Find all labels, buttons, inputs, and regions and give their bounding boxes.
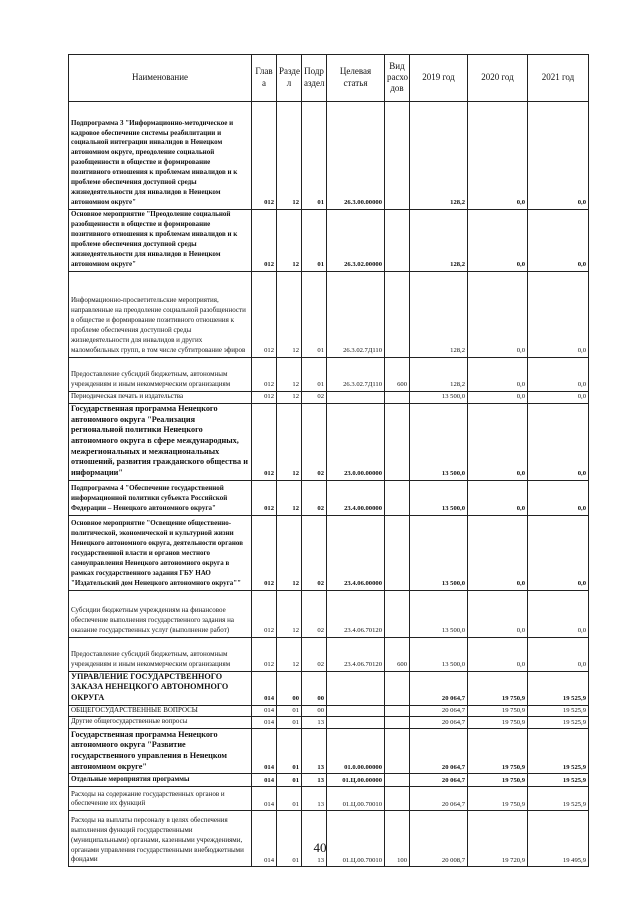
row-2019: 20 064,7 — [410, 705, 468, 717]
table-row — [69, 590, 589, 637]
row-razdel: 12 — [277, 391, 302, 403]
table-row — [69, 717, 589, 729]
row-name: Периодическая печать и издательства — [69, 391, 252, 403]
row-celevaya-statya — [327, 717, 385, 729]
row-2020: 19 750,9 — [468, 787, 528, 811]
row-name: Основное мероприятие "Преодоление социальной разобщенности в обществе и формирование позитивного отношения к проблемам инвалидов и к проблеме обеспечения доступной среды жизнедеятельности для инвалидов в Ненецком автономном округе" — [69, 210, 252, 272]
row-2020: 19 720,9 — [468, 811, 528, 867]
page-number: 40 — [313, 840, 327, 855]
header-2019: 2019 год — [410, 55, 468, 102]
row-2020: 0,0 — [468, 637, 528, 671]
row-razdel: 12 — [277, 480, 302, 515]
table-row — [69, 210, 589, 272]
row-name: Основное мероприятие "Освещение общественно-политической, экономической и культурной жизни Ненецкого автономного округа, деятельности органов государственной власти и органов местного самоуправления Ненецкого автономного округа в рамках государственного задания ГБУ НАО "Издательский дом Ненецкого автономного округа"" — [69, 515, 252, 590]
row-glava: 012 — [252, 515, 277, 590]
row-2021: 19 525,9 — [528, 774, 589, 787]
header-podrazdel: Подр аздел — [302, 55, 327, 102]
row-2021: 19 495,9 — [528, 811, 589, 867]
row-podrazdel: 02 — [302, 403, 327, 480]
row-2019: 20 064,7 — [410, 774, 468, 787]
row-celevaya-statya: 01.Ц.00.70010 — [327, 811, 385, 867]
table-row — [69, 403, 589, 480]
table-row — [69, 391, 589, 403]
row-celevaya-statya: 23.4.06.70120 — [327, 637, 385, 671]
row-2021: 0,0 — [528, 637, 589, 671]
row-celevaya-statya: 26.3.02.00000 — [327, 210, 385, 272]
row-2020: 19 750,9 — [468, 705, 528, 717]
row-razdel: 00 — [277, 671, 302, 705]
row-2019: 20 008,7 — [410, 811, 468, 867]
table-row — [69, 357, 589, 391]
row-celevaya-statya: 23.4.06.00000 — [327, 515, 385, 590]
row-glava: 014 — [252, 811, 277, 867]
row-razdel: 12 — [277, 403, 302, 480]
row-2019: 128,2 — [410, 210, 468, 272]
row-vid-rashodov — [385, 717, 410, 729]
row-podrazdel: 02 — [302, 637, 327, 671]
row-2020: 0,0 — [468, 357, 528, 391]
row-2020: 19 750,9 — [468, 774, 528, 787]
row-2020: 0,0 — [468, 480, 528, 515]
row-name: Информационно-просветительские мероприятия, направленные на преодоление социальной разобщенности в обществе и формирование позитивного отношения к проблеме обеспечения доступной среды жизнедеятельности для инвалидов и других маломобильных групп, в том числе субтитрование эфиров — [69, 271, 252, 357]
row-glava: 012 — [252, 403, 277, 480]
row-glava: 014 — [252, 787, 277, 811]
row-glava: 012 — [252, 391, 277, 403]
row-name: Государственная программа Ненецкого автономного округа "Развитие государственного управления в Ненецком автономном округе" — [69, 729, 252, 774]
row-podrazdel: 13 — [302, 787, 327, 811]
row-2020: 0,0 — [468, 210, 528, 272]
row-glava: 012 — [252, 590, 277, 637]
row-razdel: 12 — [277, 590, 302, 637]
row-2019: 20 064,7 — [410, 729, 468, 774]
row-2021: 19 525,9 — [528, 671, 589, 705]
row-razdel: 01 — [277, 787, 302, 811]
row-razdel: 12 — [277, 637, 302, 671]
row-name: Предоставление субсидий бюджетным, автономным учреждениям и иным некоммерческим организациям — [69, 357, 252, 391]
row-2021: 0,0 — [528, 271, 589, 357]
table-row — [69, 811, 589, 867]
row-name: ОБЩЕГОСУДАРСТВЕННЫЕ ВОПРОСЫ — [69, 705, 252, 717]
row-glava: 014 — [252, 729, 277, 774]
row-name: Расходы на содержание государственных органов и обеспечение их функций — [69, 787, 252, 811]
row-2021: 0,0 — [528, 480, 589, 515]
row-vid-rashodov — [385, 671, 410, 705]
row-2021: 0,0 — [528, 210, 589, 272]
row-vid-rashodov — [385, 480, 410, 515]
row-glava: 012 — [252, 357, 277, 391]
row-glava: 012 — [252, 210, 277, 272]
row-celevaya-statya: 26.3.00.00000 — [327, 102, 385, 210]
row-razdel: 01 — [277, 729, 302, 774]
table-row — [69, 705, 589, 717]
row-razdel: 01 — [277, 705, 302, 717]
row-celevaya-statya: 01.0.00.00000 — [327, 729, 385, 774]
row-vid-rashodov — [385, 102, 410, 210]
row-2019: 13 500,0 — [410, 403, 468, 480]
row-glava: 012 — [252, 637, 277, 671]
row-vid-rashodov — [385, 271, 410, 357]
budget-table-sheet — [68, 54, 588, 867]
row-celevaya-statya — [327, 705, 385, 717]
row-2019: 128,2 — [410, 271, 468, 357]
row-vid-rashodov — [385, 729, 410, 774]
row-razdel: 12 — [277, 210, 302, 272]
row-name: УПРАВЛЕНИЕ ГОСУДАРСТВЕННОГО ЗАКАЗА НЕНЕЦКОГО АВТОНОМНОГО ОКРУГА — [69, 671, 252, 705]
row-celevaya-statya: 01.Ц.00.70010 — [327, 787, 385, 811]
row-2020: 0,0 — [468, 391, 528, 403]
table-row — [69, 774, 589, 787]
row-podrazdel: 00 — [302, 705, 327, 717]
row-2019: 13 500,0 — [410, 637, 468, 671]
budget-table — [68, 54, 589, 867]
row-celevaya-statya: 23.4.06.70120 — [327, 590, 385, 637]
row-podrazdel: 02 — [302, 391, 327, 403]
row-vid-rashodov: 600 — [385, 357, 410, 391]
row-vid-rashodov — [385, 705, 410, 717]
table-row — [69, 102, 589, 210]
row-podrazdel: 13 — [302, 717, 327, 729]
row-2019: 13 500,0 — [410, 590, 468, 637]
row-glava: 012 — [252, 271, 277, 357]
table-body — [69, 102, 589, 867]
row-2021: 0,0 — [528, 391, 589, 403]
row-2020: 0,0 — [468, 102, 528, 210]
row-name: Субсидии бюджетным учреждениям на финансовое обеспечение выполнения государственного задания на оказание государственных услуг (выполнение работ) — [69, 590, 252, 637]
row-2021: 19 525,9 — [528, 729, 589, 774]
row-razdel: 12 — [277, 357, 302, 391]
row-podrazdel: 02 — [302, 590, 327, 637]
row-razdel: 01 — [277, 717, 302, 729]
row-razdel: 12 — [277, 102, 302, 210]
table-row — [69, 637, 589, 671]
row-2019: 13 500,0 — [410, 391, 468, 403]
row-2020: 0,0 — [468, 403, 528, 480]
row-vid-rashodov — [385, 391, 410, 403]
row-razdel: 01 — [277, 811, 302, 867]
table-row — [69, 480, 589, 515]
row-celevaya-statya: 23.0.00.00000 — [327, 403, 385, 480]
row-celevaya-statya: 26.3.02.7Д110 — [327, 271, 385, 357]
row-2021: 0,0 — [528, 357, 589, 391]
header-glava: Глав а — [252, 55, 277, 102]
row-name: Отдельные мероприятия программы — [69, 774, 252, 787]
row-glava: 014 — [252, 774, 277, 787]
row-razdel: 01 — [277, 774, 302, 787]
row-2021: 0,0 — [528, 403, 589, 480]
row-podrazdel: 01 — [302, 102, 327, 210]
row-2020: 0,0 — [468, 271, 528, 357]
row-2019: 128,2 — [410, 357, 468, 391]
row-2020: 0,0 — [468, 590, 528, 637]
row-2021: 19 525,9 — [528, 717, 589, 729]
row-2021: 19 525,9 — [528, 787, 589, 811]
row-podrazdel: 13 — [302, 729, 327, 774]
row-2021: 0,0 — [528, 515, 589, 590]
row-glava: 014 — [252, 705, 277, 717]
row-2019: 20 064,7 — [410, 717, 468, 729]
row-glava: 012 — [252, 480, 277, 515]
row-celevaya-statya: 26.3.02.7Д110 — [327, 357, 385, 391]
table-row — [69, 729, 589, 774]
row-celevaya-statya: 23.4.00.00000 — [327, 480, 385, 515]
row-2019: 13 500,0 — [410, 480, 468, 515]
row-vid-rashodov — [385, 515, 410, 590]
row-2020: 0,0 — [468, 515, 528, 590]
header-name: Наименование — [69, 55, 252, 102]
header-vid-rashodov: Вид расхо дов — [385, 55, 410, 102]
row-vid-rashodov: 100 — [385, 811, 410, 867]
header-celevaya-statya: Целевая статья — [327, 55, 385, 102]
header-2021: 2021 год — [528, 55, 589, 102]
row-name: Расходы на выплаты персоналу в целях обеспечения выполнения функций государственными (муниципальными) органами, казенными учреждениями, органами управления государственными внебюджетными фондами — [69, 811, 252, 867]
row-glava: 014 — [252, 717, 277, 729]
row-2021: 0,0 — [528, 590, 589, 637]
row-2019: 13 500,0 — [410, 515, 468, 590]
table-row — [69, 271, 589, 357]
row-2021: 19 525,9 — [528, 705, 589, 717]
row-vid-rashodov: 600 — [385, 637, 410, 671]
row-podrazdel: 13 — [302, 774, 327, 787]
row-razdel: 12 — [277, 271, 302, 357]
row-podrazdel: 01 — [302, 357, 327, 391]
row-2019: 128,2 — [410, 102, 468, 210]
row-razdel: 12 — [277, 515, 302, 590]
row-2021: 0,0 — [528, 102, 589, 210]
row-name: Подпрограмма 3 "Информационно-методическое и кадровое обеспечение системы реабилитации и социальной интеграции инвалидов в Ненецком автономном округе, преодоление социальной разобщенности в обществе и формирование позитивного отношения к проблемам инвалидов и к проблеме обеспечения доступной среды жизнедеятельности для инвалидов в Ненецком автономном округе" — [69, 102, 252, 210]
row-vid-rashodov — [385, 210, 410, 272]
row-2019: 20 064,7 — [410, 787, 468, 811]
row-glava: 012 — [252, 102, 277, 210]
row-vid-rashodov — [385, 590, 410, 637]
row-2020: 19 750,9 — [468, 729, 528, 774]
row-podrazdel: 02 — [302, 480, 327, 515]
row-name: Подпрограмма 4 "Обеспечение государственной информационной политики субъекта Российской Федерации – Ненецкого автономного округа" — [69, 480, 252, 515]
row-2019: 20 064,7 — [410, 671, 468, 705]
row-celevaya-statya: 01.Ц.00.00000 — [327, 774, 385, 787]
row-podrazdel: 02 — [302, 515, 327, 590]
table-row — [69, 671, 589, 705]
row-podrazdel: 01 — [302, 210, 327, 272]
table-row — [69, 787, 589, 811]
table-row — [69, 515, 589, 590]
row-vid-rashodov — [385, 774, 410, 787]
row-celevaya-statya — [327, 671, 385, 705]
row-2020: 19 750,9 — [468, 717, 528, 729]
row-name: Государственная программа Ненецкого автономного округа "Реализация региональной политики Ненецкого автономного округа в сфере международных, межрегиональных и межнациональных отношений, развития гражданского общества и информации" — [69, 403, 252, 480]
row-podrazdel: 00 — [302, 671, 327, 705]
row-name: Предоставление субсидий бюджетным, автономным учреждениям и иным некоммерческим организациям — [69, 637, 252, 671]
row-glava: 014 — [252, 671, 277, 705]
header-2020: 2020 год — [468, 55, 528, 102]
row-podrazdel: 01 — [302, 271, 327, 357]
table-header-row — [69, 55, 589, 102]
row-celevaya-statya — [327, 391, 385, 403]
row-podrazdel: 13 — [302, 811, 327, 867]
row-vid-rashodov — [385, 403, 410, 480]
header-razdel: Разде л — [277, 55, 302, 102]
row-2020: 19 750,9 — [468, 671, 528, 705]
row-name: Другие общегосударственные вопросы — [69, 717, 252, 729]
row-vid-rashodov — [385, 787, 410, 811]
